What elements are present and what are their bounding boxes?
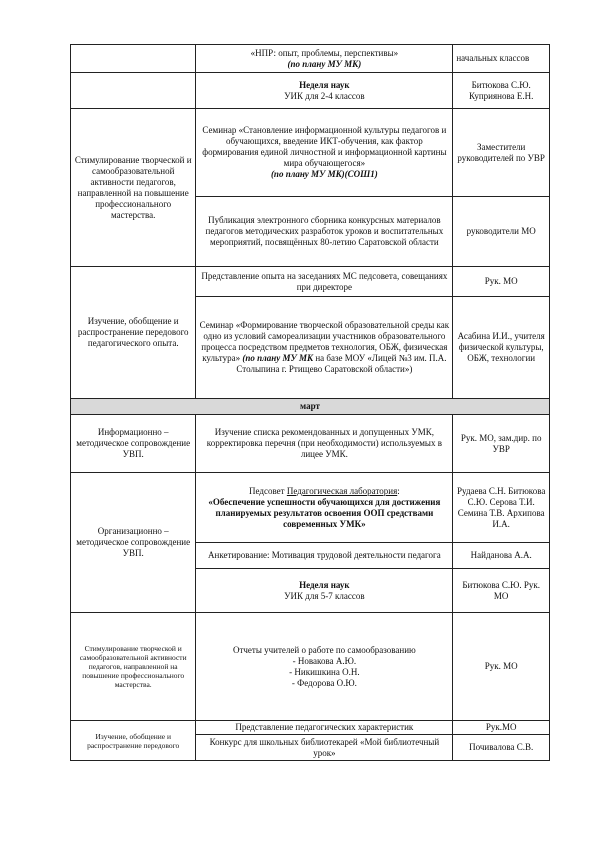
activity-plan-note: (по плану МУ МК)(СОШ1) <box>270 169 378 179</box>
table-row <box>71 473 550 543</box>
activity-title: Отчеты учителей о работе по самообразованию <box>232 644 416 655</box>
activity-cell <box>196 297 453 399</box>
direction-cell <box>71 73 196 109</box>
activity-title: Неделя наук <box>299 579 350 590</box>
month-row <box>71 399 550 415</box>
activity-cell: Представление педагогических характеристик <box>196 721 453 735</box>
activity-cell: Анкетирование: Мотивация трудовой деятельности педагога <box>196 543 453 569</box>
activity-cell: Конкурс для школьных библиотекарей «Мой библиотечный урок» <box>196 735 453 761</box>
teacher-name: - Никишкина О.Н. <box>289 666 360 677</box>
month-label: март <box>71 399 550 415</box>
activity-cell <box>196 73 453 109</box>
responsible-cell: Почивалова С.В. <box>453 735 550 761</box>
activity-subtitle: УИК для 2-4 классов <box>284 90 365 101</box>
teacher-name: - Новакова А.Ю. <box>292 655 357 666</box>
direction-cell: Изучение, обобщение и распространение передового педагогического опыта. <box>71 267 196 399</box>
responsible-cell: Рук.МО <box>453 721 550 735</box>
table-row <box>71 45 550 73</box>
activity-cell <box>196 569 453 613</box>
activity-cell: Публикация электронного сборника конкурсных материалов педагогов методических разработок уроков и воспитательных мероприятий, посвящённых 80-летию Саратовской области <box>196 197 453 267</box>
responsible-cell: Найданова А.А. <box>453 543 550 569</box>
table-row <box>71 73 550 109</box>
responsible-cell: Рук. МО, зам.дир. по УВР <box>453 415 550 473</box>
responsible-cell: Рук. МО <box>453 613 550 721</box>
direction-cell: Изучение, обобщение и распространение передового <box>71 721 196 761</box>
table-row <box>71 415 550 473</box>
responsible-cell: руководители МО <box>453 197 550 267</box>
activity-venue: на базе МОУ «Лицей №3 им. П.А. Столыпина г. Ртищево Саратовской области») <box>236 353 447 374</box>
activity-plan-note: (по плану МУ МК <box>242 353 314 363</box>
activity-cell <box>196 613 453 721</box>
activity-text: Семинар «Формирование творческой образовательной среды как одно из условий самореализации участников образовательного процесса посредством предметов технология, ОБЖ, физическая культура» <box>199 320 450 363</box>
responsible-cell: Рудаева С.Н. Битюкова С.Ю. Серова Т.И. Семина Т.В. Архипова И.А. <box>453 473 550 543</box>
activity-cell <box>196 473 453 543</box>
activity-title: Неделя наук <box>299 79 350 90</box>
direction-cell: Организационно – методическое сопровождение УВП. <box>71 473 196 613</box>
teacher-name: - Федорова О.Ю. <box>291 677 357 688</box>
direction-cell: Стимулирование творческой и самообразовательной активности педагогов, направленной на повышение профессионального мастерства. <box>71 109 196 267</box>
activity-cell: Представление опыта на заседаниях МС педсовета, совещаниях при директоре <box>196 267 453 297</box>
activity-heading: Педсовет Педагогическая лаборатория: <box>249 485 400 496</box>
table-row <box>71 613 550 721</box>
direction-cell <box>71 45 196 73</box>
table-row <box>71 721 550 735</box>
activity-text: «НПР: опыт, проблемы, перспективы» <box>250 47 399 58</box>
plan-table <box>70 44 550 761</box>
activity-cell <box>196 109 453 197</box>
activity-cell <box>196 45 453 73</box>
activity-plan-note: (по плану МУ МК) <box>287 58 362 69</box>
activity-text: Семинар «Становление информационной культуры педагогов и обучающихся, введение ИКТ-обучения, как фактор формирования единой личностной и информационной картины мира обучающегося» <box>202 125 447 168</box>
table-row <box>71 267 550 297</box>
direction-cell: Информационно – методическое сопровождение УВП. <box>71 415 196 473</box>
responsible-cell: Асабина И.И., учителя физической культуры, ОБЖ, технологии <box>453 297 550 399</box>
responsible-cell: Битюкова С.Ю. Куприянова Е.Н. <box>453 73 550 109</box>
activity-subtitle: УИК для 5-7 классов <box>284 590 365 601</box>
responsible-cell: Заместители руководителей по УВР <box>453 109 550 197</box>
direction-cell: Стимулирование творческой и самообразовательной активности педагогов, направленной на повышение профессионального мастерства. <box>71 613 196 721</box>
activity-text: «Обеспечение успешности обучающихся для достижения планируемых результатов освоения ООП средствами современных УМК» <box>208 496 441 529</box>
responsible-cell: Рук. МО <box>453 267 550 297</box>
activity-cell: Изучение списка рекомендованных и допущенных УМК, корректировка перечня (при необходимости) используемых в лицее УМК. <box>196 415 453 473</box>
responsible-cell: Битюкова С.Ю. Рук. МО <box>453 569 550 613</box>
responsible-cell: начальных классов <box>453 45 550 73</box>
table-row <box>71 109 550 197</box>
